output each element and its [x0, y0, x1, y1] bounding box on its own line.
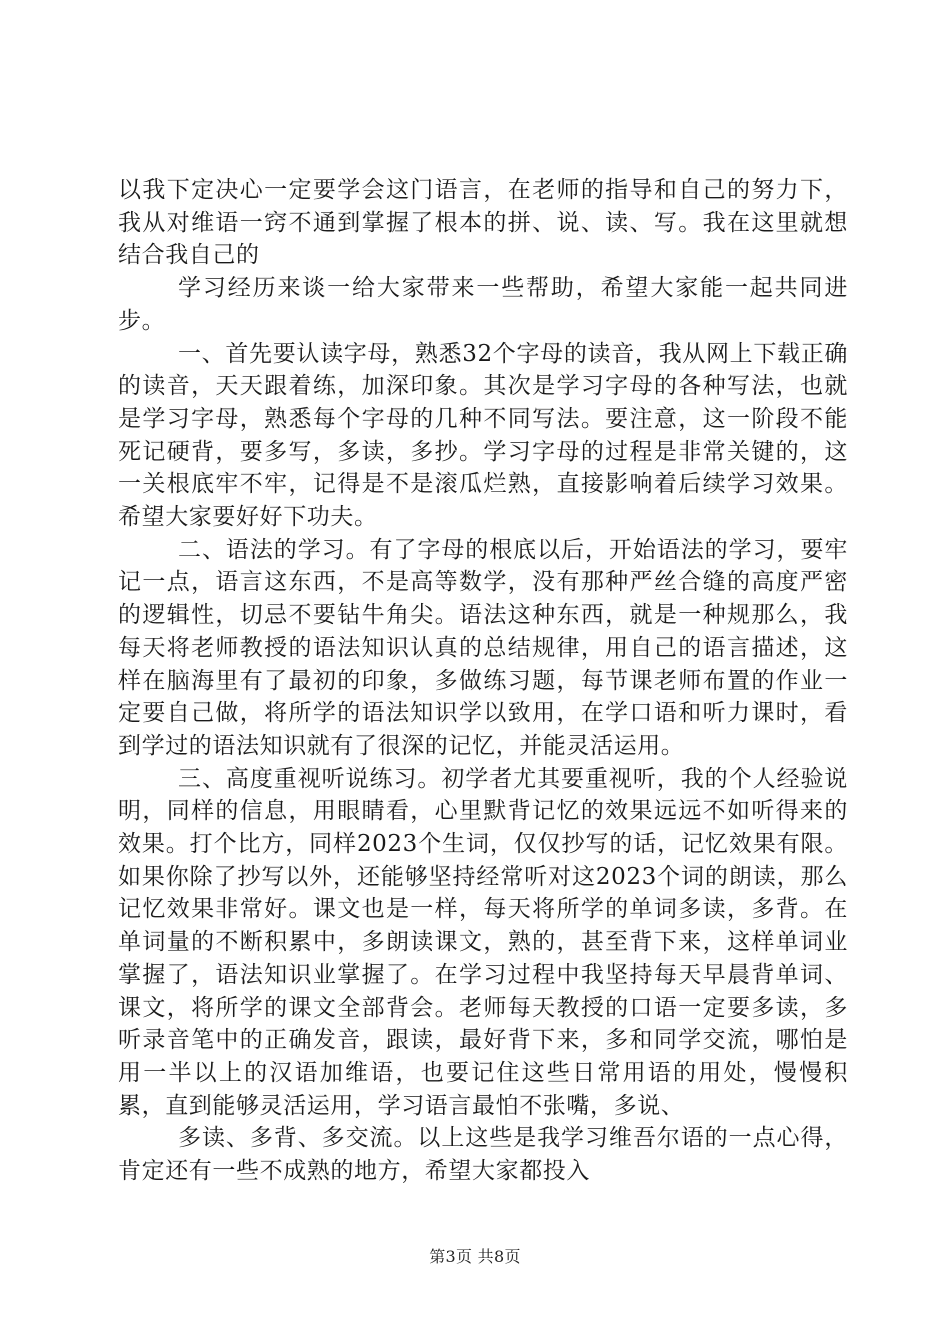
paragraph-continuation: 学习经历来谈一给大家带来一些帮助，希望大家能一起共同进步。: [118, 275, 848, 334]
paragraph-alphabet: 一、首先要认读字母，熟悉32个字母的读音，我从网上下载正确的读音，天天跟着练，加深印象。其次是学习字母的各种写法，也就是学习字母，熟悉每个字母的几种不同写法。要注意，这一阶段不能死记硬背，要多写，多读，多抄。学习字母的过程是非常关键的，这一关根底牢不牢，记得是不是滚瓜烂熟，直接影响着后续学习效果。希望大家要好好下功夫。: [118, 340, 848, 531]
document-body: [118, 174, 848, 1188]
paragraph-intro: 以我下定决心一定要学会这门语言，在老师的指导和自己的努力下，我从对维语一窍不通到掌握了根本的拼、说、读、写。我在这里就想结合我自己的: [118, 177, 848, 269]
paragraph-conclusion: 多读、多背、多交流。以上这些是我学习维吾尔语的一点心得，肯定还有一些不成熟的地方，希望大家都投入: [118, 1125, 848, 1185]
page-number-footer: 第3页 共8页: [429, 1247, 521, 1266]
paragraph-listening: 三、高度重视听说练习。初学者尤其要重视听，我的个人经验说明，同样的信息，用眼睛看，心里默背记忆的效果远远不如听得来的效果。打个比方，同样2023个生词，仅仅抄写的话，记忆效果有限。如果你除了抄写以外，还能够坚持经常听对这2023个词的朗读，那么记忆效果非常好。课文也是一样，每天将所学的单词多读，多背。在单词量的不断积累中，多朗读课文，熟的，甚至背下来，这样单词业掌握了，语法知识业掌握了。在学习过程中我坚持每天早晨背单词、课文，将所学的课文全部背会。老师每天教授的口语一定要多读，多听录音笔中的正确发音，跟读，最好背下来，多和同学交流，哪怕是用一半以上的汉语加维语，也要记住这些日常用语的用处，慢慢积累，直到能够灵活运用，学习语言最怕不张嘴，多说、: [118, 765, 848, 1119]
paragraph-grammar: 二、语法的学习。有了字母的根底以后，开始语法的学习，要牢记一点，语言这东西，不是高等数学，没有那种严丝合缝的高度严密的逻辑性，切忌不要钻牛角尖。语法这种东西，就是一种规那么，我每天将老师教授的语法知识认真的总结规律，用自己的语言描述，这样在脑海里有了最初的印象，多做练习题，每节课老师布置的作业一定要自己做，将所学的语法知识学以致用，在学口语和听力课时，看到学过的语法知识就有了很深的记忆，并能灵活运用。: [118, 536, 848, 759]
